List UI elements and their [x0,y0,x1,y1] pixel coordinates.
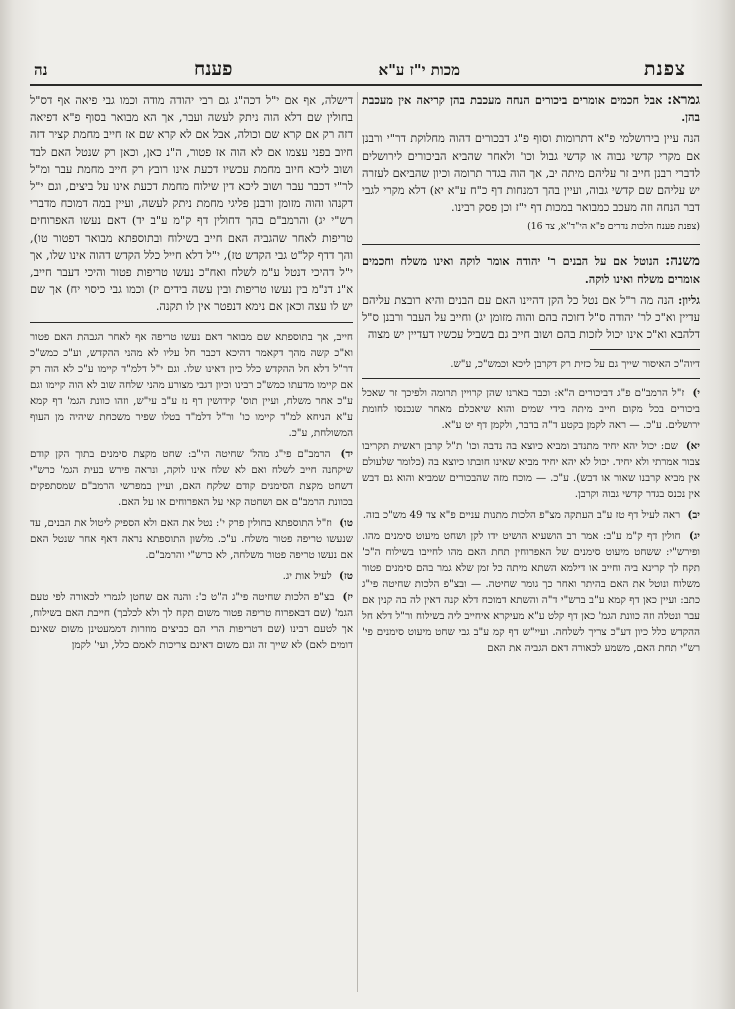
footnote [30,589,353,653]
footnote [362,385,700,433]
footnote-number: יג) [689,530,700,543]
footnote-number: יב) [687,509,700,522]
footnote-text: בצ"פ הלכות שחיטה פי"ג ה"ט כ': והנה אם שחטן לגמרי לכאורה לפי טעם הגמ' (שם דבאפרוח טריפה פטור משום תקח לך ולא לכלבך) חייבת האם בשילוח, אך לטעם רבינו (שם דטריפות הרי הם כביצים מוזרות דממעטינן משום שאינם דומים לאם) לא שייך זה וגם משום דאינם צריכות לאמם כלל, ועי' לקמן [30,590,353,651]
footnote-text: לעיל אות יג. [282,569,332,582]
header-rule [30,84,702,86]
footnote-text: הרמב"ם פי"ג מהל' שחיטה הי"ב: שחט מקצת סימנים בתוך הקן קודם שיקחנה חייב לשלח ואם לא שלח אינו לוקה, ונראה פירש בעית הגמ' כרש"י דשחט מקצת הסימנים קודם שלקח האם, ועיין במפרשי הרמב"ם שמסתפקים בכוונת הרמב"ם אם ושחטה קאי על האפרוחים או על האם. [30,447,353,508]
page-number: נה [34,61,48,79]
footnote-text: ז"ל הרמב"ם פ"ג דביכורים ה"א: וכבר בארנו שהן קרויין תרומה ולפיכך זר שאכל ביכורים בכל מקום חייב מיתה בידי שמים והוא שיאכלם מאחר שנכנסו לחומת ירושלים. ע"כ. — ראה לקמן בקטע ד"ה בדבר, ולקמן דף יט ע"א. [362,387,700,432]
gemara-source: (צפנת פענח הלכות נדרים פ"א הי"ד"א, צד 16) [527,221,700,233]
footnote [30,515,353,563]
footnote [362,507,700,523]
gemara-quote: אבל חכמים אומרים ביכורים הנחה מעכבת בהן קריאה אין מעכבת בהן. [362,93,700,125]
footnote [362,528,700,656]
mishnah-paragraph [362,253,700,287]
footnote-separator [30,322,353,323]
footnote-text: שם: יכול יהא יחיד מתנדב ומביא כיוצא בה נדבה וכו' ת"ל קרבן ראשית תקריבו צבור אמרתי ולא יחיד. יכול לא יהא יחיד מביא שאינו חובתו כיוצא בה (כלומר שלעולם אין מביא קרבנו שאור או דבש). ע"כ. — מוכח מזה שהבכורים שמביא והוא גם דבש אין נכנס בגדר קדשי גבוה וקרבן. [362,440,700,501]
footnote [30,446,353,510]
footnote-text: חייב, אך בתוספתא שם מבואר דאם נעשו טריפה אף לאחר הגבהת האם פטור וא"כ קשה מהך דקאמר דהיכא דכבר חל עליו לא מהני ההקדש, וע"כ כמש"כ דר"ל דלא חל ההקדש כלל כיון דאינו שלו. וגם י"ל דלמ"ד קיימו ע"כ לא הוה רק אם קיימו מדעתו כמש"כ רבינו וכיון דגבי מצורע מהני שלחה שוב לא הוה קיימו וגם ע"כ אחר משלח, ועיין תוס' קידושין דף נז ע"ב עי"ש, וזהו כוונת הגמ' דף קמא ע"א הניחא למ"ד קיימו כו' ור"ל דלמ"ד בטלו שפיר משכחת שיהיה מן העוף המשולחת, ע"כ. [30,330,353,439]
gilyon-lead: גליון: [678,292,700,307]
footnote [30,329,353,441]
section-divider [362,244,700,245]
footnote-text: חולין דף ק"מ ע"ב: אמר רב הושעיא הושיט ידו לקן ושחט מיעוט סימנים מהו. ופירש"י: ששחט מיעוט סימנים של האפרוחין תחת האם מהו לחייבו בשילוח ה"כ' תקח לך קרינא ביה וחייב או דילמא השתא מיתה כל זמן שלא גמר בהם סימנים פטור משלוח ונוטל את האם בהיתר ואחר כך גומר שחיטה. — ובצ"פ הלכות שחיטה פי"ג כתב: ועיין כאן דף קמא ע"ב ברש"י ד"ה והשתא דמוכח דלא קנה דאין לה בה קנין אם עבר ונטלה וזה כוונת הגמ' כאן דף קלט ע"א מעיקרא איחייב ליה בשילוח ור"ל דלא חל ההקדש כלל כיון דע"כ צריך לשלחה. ועיי"ש דף קמ ע"ב גבי שחט מיעוט סימנים פי' רש"י תחת האם, משמע לכאורה דאם הגביה את האם [362,530,700,655]
footnote-separator [362,378,700,379]
left-column [30,92,353,992]
commentary-continuation: דישלה, אף אם י"ל דכה"ג גם רבי יהודה מודה וכמו גבי פיאה אף דס"ל בחולין שם דלא הוה ניתק לעשה ועבר, אך הא מבואר בסוף פ"א דפיאה דזה רק אם קרא שם וכולה, אבל אם לא קרא שם אז חייב מחמת קציר דזה חיוב בפני עצמו אם לא הוה אז פטור, ה"נ כאן, וכאן רק שנטל האם לבד ושוב ליכא חיוב מחמת עכשיו דכעת אינו רובץ רק חייב מחמת עבר ומ"ל לר"י דכבר עבר ושוב ליכא דין שילוח מחמת דכעת אינו על ביצים, וגם י"ל דקנהו והוה מזומן ורבנן פליגי מחמת ניתק לעשה, ועיין במה דמוכח מדברי רש"י יג) והרמב"ם בהך דחולין דף ק"מ ע"ב יד) דאם נעשו האפרוחים טריפות לאחר שהגביה האם חייב בשילוח ובתוספתא מבואר דפטור טו), והך דדף קל"ט גבי הקדש טז), י"ל דלא חייל כלל הקדש דהוה אינו שלו, אך י"ל דהיכי דנטל ע"מ לשלח ואח"כ נעשו טריפות פטור והיכי דעבר חייב, א"נ דנ"מ בין נעשו טריפות ובין עשה בידים יז) וכמו גבי כיסוי יח) אך שם יש לו עצה וכאן אם נימא דנפטר אין לו תקנה. [30,94,353,314]
footnote [362,356,700,372]
running-title-right: צפנת [643,58,686,80]
footnote-number: יז) [342,590,353,603]
footnote-text: דיוה"כ האיסור שייך גם על כזית רק דקרבן ליכא וכמש"כ, ע"ש. [450,358,700,371]
mishnah-lead: משנה: [665,253,700,270]
gemara-lead: גמרא: [667,92,700,108]
gemara-commentary: הנה עיין בירושלמי פ"א דתרומות וסוף פ"ג דבכורים דהוה מחלוקת דר"י ורבנן אם מקרי קדשי גבוה או קדשי גבול וכו' ולאחר שהביא הביכורים לירושלים לדברי רבנן חייב זר עליהם מיתה יב, אך הוה בגדר תרומה וכיון שהביאם לעזרה יש עליהם שם קדשי גבוה, ועיין בהך דמנחות דף כ"ח ע"א יא) דלא מקרי לגבי דבר הנחה וזה מעכב כמבואר במכות דף י"ז וכן פסק רבינו. [362,132,700,215]
gilyon-paragraph [362,292,700,344]
footnote [362,438,700,502]
tractate-reference: מכות י"ז ע"א [378,61,460,79]
footnote-text: וז"ל התוספתא בחולין פרק י': נטל את האם ולא הספיק ליטול את הבנים, עד שנעשו טריפה פטור משלח. ע"כ. מלשון התוספתא נראה דאף אחר שנטל האם אם נעשו טריפה פטור משלחה, לא כרש"י והרמב"ם. [30,516,353,561]
right-column [362,92,700,992]
footnote-text: ראה לעיל דף טז ע"ב העתקה מצ"פ הלכות מתנות עניים פ"א צד 49 מש"כ בזה. [362,509,681,522]
footnote-number: טז) [339,569,353,582]
footnote-number: י) [692,387,700,400]
footnote-number: טו) [339,516,353,529]
footnote-number: יד) [340,447,353,460]
gilyon-body: הנה מה ר"ל אם נטל כל הקן דהיינו האם עם הבנים והיא רובצת עליהם עדיין וא"כ לר' יהודה ס"ל דזוכה בהם והוה מזומן יג) וחייב על העבר ורבנן ס"ל דלהבא וא"כ אינו יכול לזכות בהם ושוב חייב גם בשביל עכשיו דעדיין יש מצוה [362,293,700,342]
footnote [30,568,353,584]
gemara-paragraph [362,92,700,126]
running-title-left: פענח [194,58,233,80]
footnote-divider [590,349,700,350]
footnote-number: יא) [685,440,700,453]
mishnah-quote: הנוטל אם על הבנים ר' יהודה אומר לוקה ואינו משלח וחכמים אומרים משלח ואינו לוקה. [362,254,700,286]
column-divider [357,92,358,992]
page-header [30,58,702,84]
